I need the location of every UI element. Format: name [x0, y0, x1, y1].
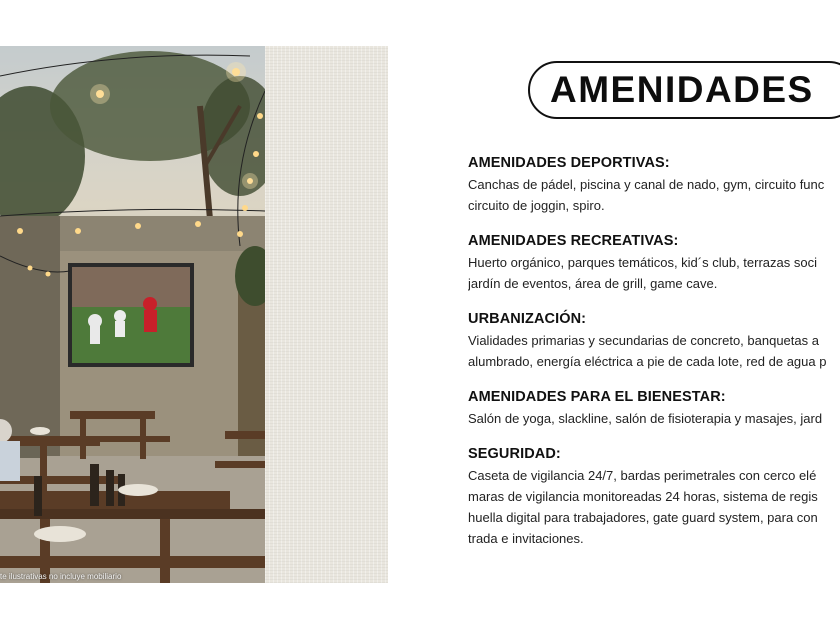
title-pill: [528, 61, 840, 119]
section-heading: SEGURIDAD:: [468, 446, 561, 462]
section-line: Huerto orgánico, parques temáticos, kid´s club, terrazas soci: [468, 255, 817, 270]
section-urbanizacion: [468, 311, 840, 372]
section-text: [468, 330, 840, 372]
section-deportivas: [468, 155, 840, 216]
section-heading: AMENIDADES DEPORTIVAS:: [468, 155, 670, 171]
section-line: Vialidades primarias y secundarias de concreto, banquetas a: [468, 333, 819, 348]
texture-panel: [265, 46, 388, 583]
section-line: alumbrado, energía eléctrica a pie de cada lote, red de agua p: [468, 354, 827, 369]
courtyard-illustration: [0, 46, 265, 583]
photo-caption: te ilustrativas no incluye mobiliario: [0, 572, 122, 581]
page-title: AMENIDADES: [550, 69, 814, 110]
section-text: [468, 465, 840, 549]
section-line: Salón de yoga, slackline, salón de fisioterapia y masajes, jard: [468, 411, 823, 426]
section-line: jardín de eventos, área de grill, game cave.: [468, 276, 718, 291]
section-text: [468, 174, 840, 216]
section-recreativas: [468, 233, 840, 294]
section-line: maras de vigilancia monitoreadas 24 horas, sistema de regis: [468, 489, 818, 504]
section-text: [468, 408, 840, 429]
section-line: Caseta de vigilancia 24/7, bardas perimetrales con cerco elé: [468, 468, 817, 483]
section-line: Canchas de pádel, piscina y canal de nado, gym, circuito func: [468, 177, 825, 192]
section-seguridad: [468, 446, 840, 549]
section-text: [468, 252, 840, 294]
section-bienestar: [468, 389, 840, 429]
section-heading: AMENIDADES RECREATIVAS:: [468, 233, 679, 249]
section-line: huella digital para trabajadores, gate guard system, para con: [468, 510, 818, 525]
section-heading: AMENIDADES PARA EL BIENESTAR:: [468, 389, 726, 405]
amenities-list: [468, 155, 840, 566]
section-heading: URBANIZACIÓN:: [468, 311, 587, 327]
amenities-photo: [0, 46, 265, 583]
section-line: trada e invitaciones.: [468, 531, 584, 546]
section-line: circuito de joggin, spiro.: [468, 198, 605, 213]
